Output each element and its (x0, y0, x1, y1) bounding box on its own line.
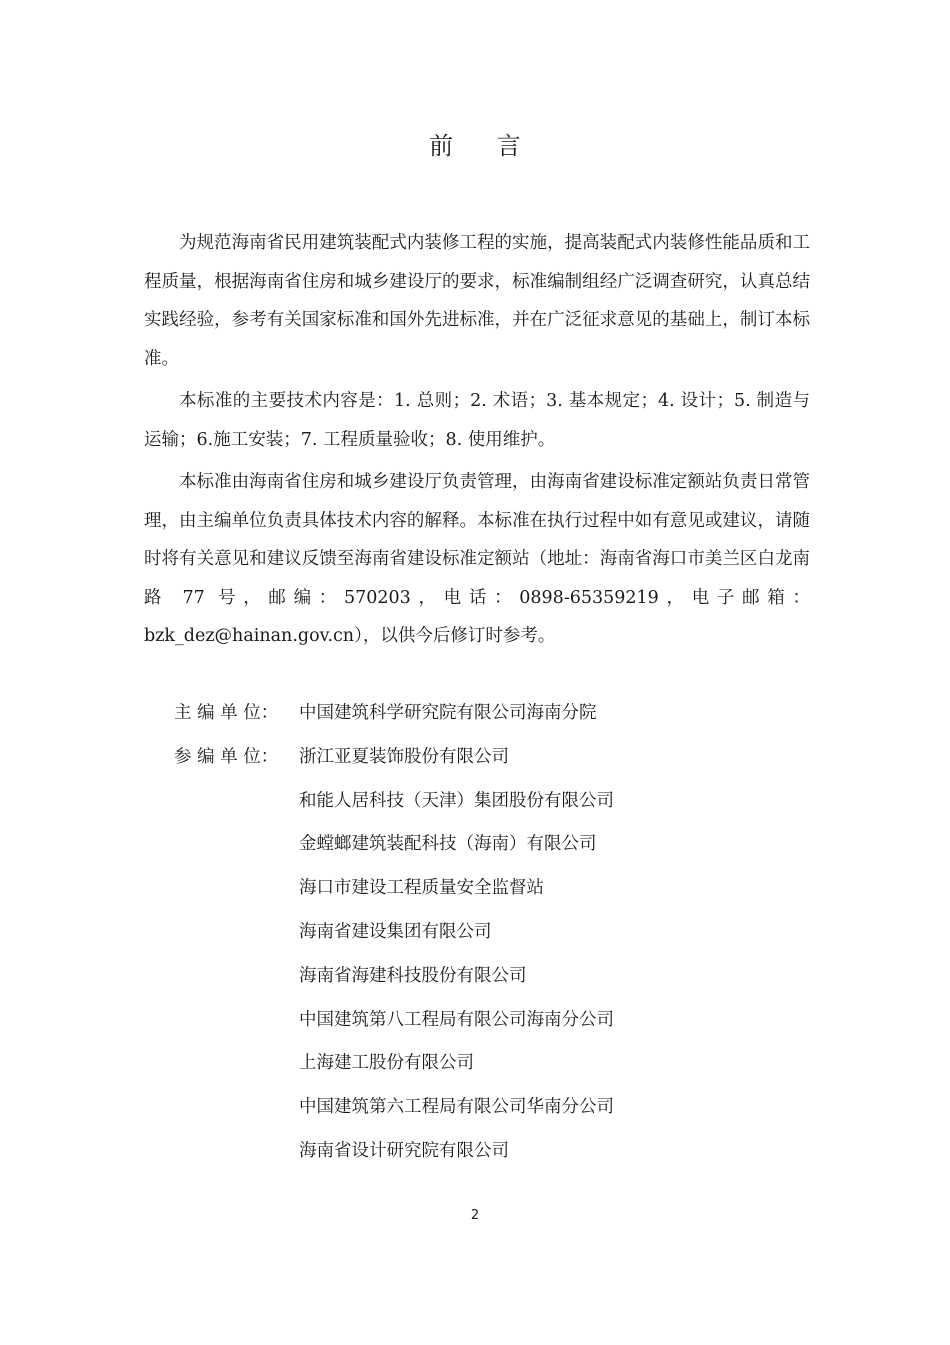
participant-row (174, 736, 614, 780)
preface-paragraph-2: 本标准的主要技术内容是：1. 总则；2. 术语；3. 基本规定；4. 设计；5. 制造与运输；6.施工安装；7. 工程质量验收；8. 使用维护。 (144, 391, 810, 450)
participant-row (174, 955, 614, 999)
participant-row (174, 911, 614, 955)
preface-paragraph-1: 为规范海南省民用建筑装配式内装修工程的实施，提高装配式内装修性能品质和工程质量，根据海南省住房和城乡建设厅的要求，标准编制组经广泛调查研究，认真总结实践经验，参考有关国家标准和国外先进标准，并在广泛征求意见的基础上，制订本标准。 (144, 233, 810, 369)
participant-row (174, 1086, 614, 1130)
participant-unit: 上海建工股份有限公司 (299, 1053, 474, 1074)
preface-body (144, 224, 810, 660)
participant-unit: 海南省建设集团有限公司 (299, 921, 492, 942)
page-number: 2 (470, 1208, 480, 1223)
participant-unit: 浙江亚夏装饰股份有限公司 (299, 746, 509, 767)
participant-row (174, 780, 614, 824)
participant-row (174, 1130, 614, 1174)
participant-unit: 海南省海建科技股份有限公司 (299, 965, 527, 986)
participant-row (174, 999, 614, 1043)
participant-unit: 中国建筑第八工程局有限公司海南分公司 (299, 1009, 614, 1030)
participant-unit: 海口市建设工程质量安全监督站 (299, 878, 544, 899)
participant-unit: 中国建筑第六工程局有限公司华南分公司 (299, 1097, 614, 1118)
participant-row (174, 823, 614, 867)
editing-units (174, 692, 614, 1174)
participants-label: 参 编 单 位： (174, 746, 279, 767)
chief-editor-value: 中国建筑科学研究院有限公司海南分院 (299, 703, 597, 723)
participant-row (174, 1042, 614, 1086)
preface-paragraph-3: 本标准由海南省住房和城乡建设厅负责管理，由海南省建设标准定额站负责日常管理，由主编单位负责具体技术内容的解释。本标准在执行过程中如有意见或建议，请随时将有关意见和建议反馈至海南省建设标准定额站（地址：海南省海口市美兰区白龙南路 77 号，邮编：570203，电话：0898-65359219，电子邮箱：bzk_dez@hainan.gov.cn），以供今后修订时参考。 (144, 472, 810, 646)
page-title: 前 言 (429, 132, 539, 160)
participant-unit: 金螳螂建筑装配科技（海南）有限公司 (299, 834, 597, 855)
participant-unit: 海南省设计研究院有限公司 (299, 1140, 509, 1161)
participant-row (174, 867, 614, 911)
chief-editor-label: 主 编 单 位： (174, 703, 279, 723)
participant-unit: 和能人居科技（天津）集团股份有限公司 (299, 790, 614, 811)
chief-editor-row (174, 692, 614, 736)
